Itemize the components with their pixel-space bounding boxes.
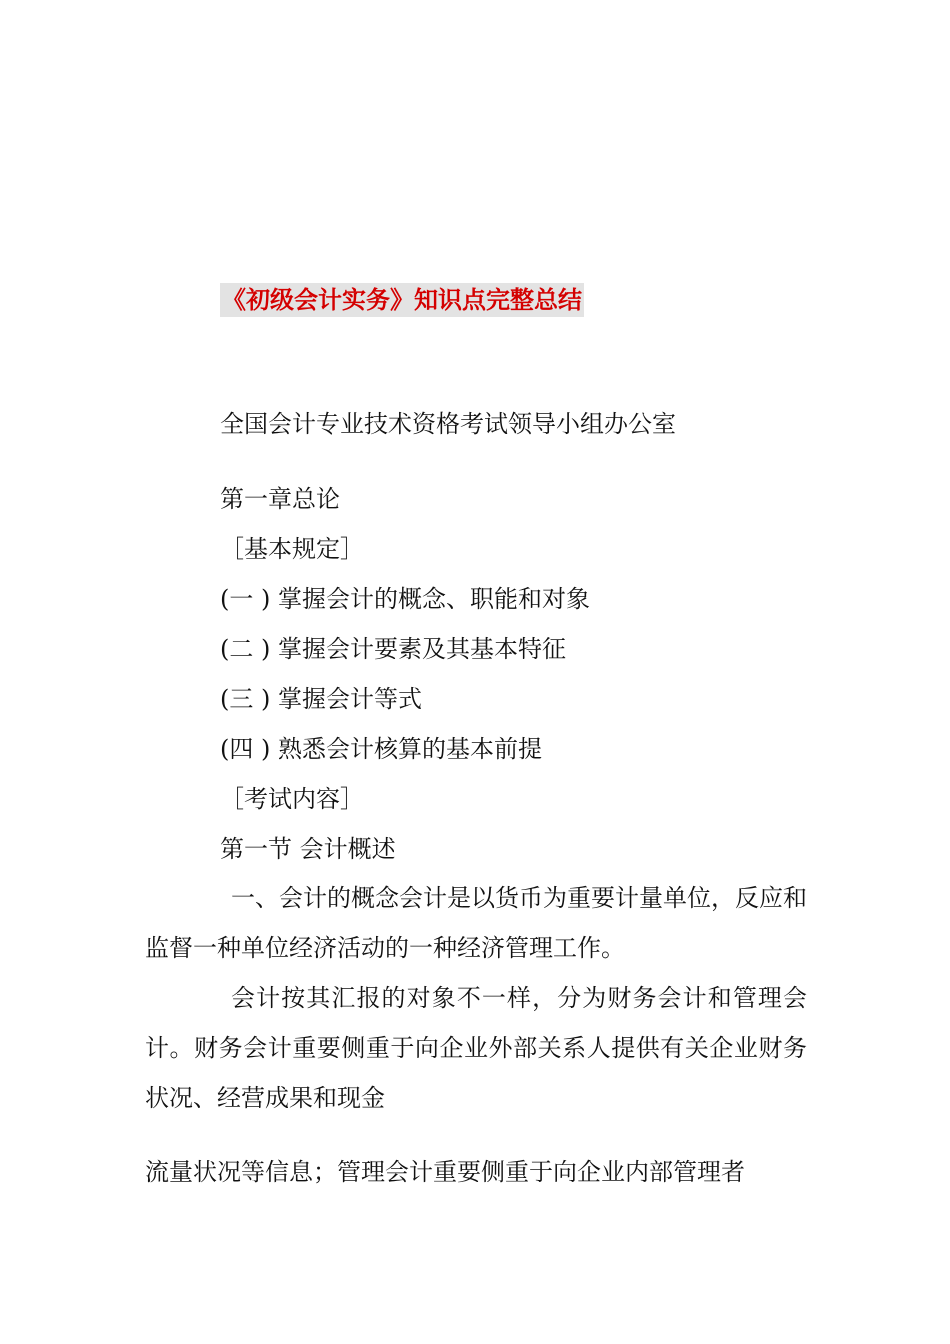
paragraph-continuation: 流量状况等信息；管理会计重要侧重于向企业内部管理者	[145, 1158, 745, 1186]
rule-item-2: (二 ) 掌握会计要素及其基本特征	[220, 635, 566, 663]
organization-line: 全国会计专业技术资格考试领导小组办公室	[220, 410, 676, 438]
section-heading: 第一节 会计概述	[220, 835, 396, 863]
basic-rules-header: ［基本规定］	[220, 535, 364, 563]
rule-item-4: (四 ) 熟悉会计核算的基本前提	[220, 735, 542, 763]
exam-content-header: ［考试内容］	[220, 785, 364, 813]
document-title: 《初级会计实务》知识点完整总结	[220, 283, 584, 317]
chapter-heading: 第一章总论	[220, 485, 340, 513]
paragraph-accounting-concept: 一、会计的概念会计是以货币为重要计量单位，反应和监督一种单位经济活动的一种经济管理工作。	[145, 884, 807, 962]
paragraph-accounting-types: 会计按其汇报的对象不一样，分为财务会计和管理会计。财务会计重要侧重于向企业外部关系人提供有关企业财务状况、经营成果和现金	[145, 984, 807, 1112]
rule-item-1: (一 ) 掌握会计的概念、职能和对象	[220, 585, 590, 613]
rule-item-3: (三 ) 掌握会计等式	[220, 685, 422, 713]
